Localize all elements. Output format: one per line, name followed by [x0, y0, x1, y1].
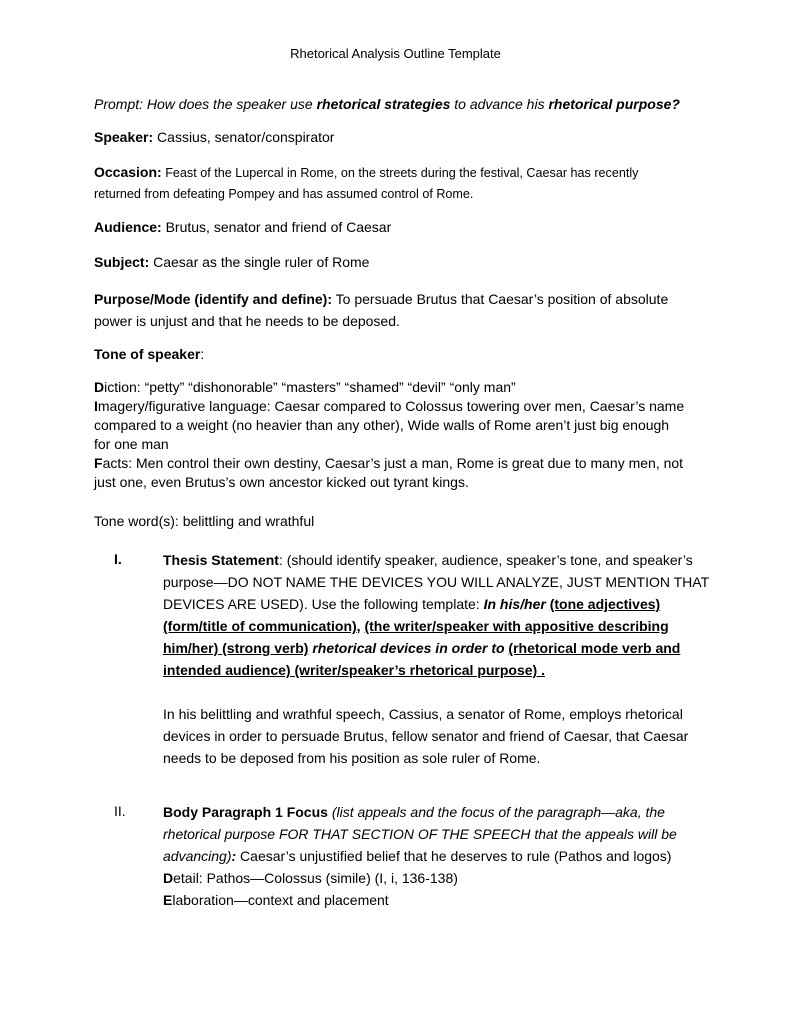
thesis-line3-c: (tone adjectives): [549, 596, 661, 612]
occasion-label: Occasion:: [94, 164, 162, 180]
diction-line: [94, 378, 704, 397]
occasion-value-line1: Feast of the Lupercal in Rome, on the streets during the festival, Caesar has recently: [161, 166, 639, 180]
facts-line-1: [94, 454, 704, 473]
thesis-label: Thesis Statement: [163, 552, 279, 568]
section-1-body: [163, 549, 710, 769]
imagery-letter: I: [94, 398, 98, 414]
tone-line: [94, 345, 704, 364]
thesis-line4-b: ,: [356, 618, 365, 634]
diction-letter: D: [94, 379, 105, 395]
section-2-number: II.: [114, 803, 126, 819]
thesis-example-line3: needs to be deposed from his position as sole ruler of Rome.: [163, 750, 541, 766]
prompt-text-1: Prompt: How does the speaker use: [94, 96, 317, 112]
occasion-value-line2: returned from defeating Pompey and has assumed control of Rome.: [94, 187, 474, 201]
prompt-bold-2: rhetorical purpose?: [548, 96, 680, 112]
imagery-line-3: for one man: [94, 436, 169, 452]
body1-label: Body Paragraph 1 Focus: [163, 804, 328, 820]
purpose-block: [94, 288, 704, 332]
speaker-line: [94, 128, 704, 147]
imagery-line-2: compared to a weight (no heavier than any other), Wide walls of Rome aren’t just big enough: [94, 417, 670, 433]
purpose-value-line1: To persuade Brutus that Caesar’s position of absolute: [332, 291, 669, 307]
didls-block: [94, 378, 704, 492]
tone-colon: :: [200, 346, 205, 362]
purpose-label: Purpose/Mode (identify and define):: [94, 291, 333, 307]
body1-line3-c: Caesar’s unjustified belief that he deserves to rule (Pathos and logos): [236, 848, 672, 864]
imagery-text-1: magery/figurative language: Caesar compared to Colossus towering over men, Caesar’s name: [97, 398, 685, 414]
body1-line1-rest: (list appeals and the focus of the paragraph—aka, the: [327, 804, 665, 820]
thesis-line3-a: DEVICES ARE USED). Use the following template:: [163, 596, 484, 612]
speaker-value: Cassius, senator/conspirator: [153, 129, 335, 145]
detail-letter: D: [163, 870, 174, 886]
elaboration-letter: E: [163, 892, 173, 908]
subject-label: Subject:: [94, 254, 150, 270]
facts-text-1: acts: Men control their own destiny, Caesar’s just a man, Rome is great due to many men, not: [102, 455, 684, 471]
thesis-line2: purpose—DO NOT NAME THE DEVICES YOU WILL ANALYZE, JUST MENTION THAT: [163, 574, 710, 590]
facts-letter: F: [94, 455, 103, 471]
thesis-line5-c: (rhetorical mode verb and: [508, 640, 681, 656]
body1-line2: rhetorical purpose FOR THAT SECTION OF THE SPEECH that the appeals will be: [163, 826, 677, 842]
thesis-example-line2: devices in order to persuade Brutus, fellow senator and friend of Caesar, that Caesar: [163, 728, 689, 744]
audience-value: Brutus, senator and friend of Caesar: [161, 219, 392, 235]
thesis-line4-c: (the writer/speaker with appositive describing: [364, 618, 669, 634]
prompt-line: [94, 95, 704, 114]
subject-value: Caesar as the single ruler of Rome: [149, 254, 370, 270]
facts-line-2: just one, even Brutus’s own ancestor kicked out tyrant kings.: [94, 474, 469, 490]
elaboration-text: laboration—context and placement: [172, 892, 389, 908]
body1-line3-b: :: [231, 848, 237, 864]
purpose-value-line2: power is unjust and that he needs to be deposed.: [94, 313, 400, 329]
body1-line3-a: advancing): [163, 848, 232, 864]
thesis-line5-a: him/her) (strong verb): [163, 640, 309, 656]
audience-line: [94, 218, 704, 237]
thesis-line6-b: (writer/speaker’s rhetorical purpose) .: [294, 662, 545, 678]
prompt-bold-1: rhetorical strategies: [316, 96, 451, 112]
thesis-line1-rest: : (should identify speaker, audience, speaker’s tone, and speaker’s: [278, 552, 693, 568]
thesis-line5-b: rhetorical devices in order to: [308, 640, 509, 656]
tone-label: Tone of speaker: [94, 346, 201, 362]
occasion-block: [94, 163, 704, 204]
prompt-text-2: to advance his: [450, 96, 549, 112]
speaker-label: Speaker:: [94, 129, 154, 145]
detail-text: etail: Pathos—Colossus (simile) (I, i, 136-138): [173, 870, 458, 886]
thesis-example-line1: In his belittling and wrathful speech, Cassius, a senator of Rome, employs rhetorical: [163, 706, 683, 722]
section-2-body: [163, 801, 703, 911]
subject-line: [94, 253, 704, 272]
thesis-line3-b: In his/her: [483, 596, 546, 612]
diction-text: iction: “petty” “dishonorable” “masters” “shamed” “devil” “only man”: [104, 379, 516, 395]
tone-words-line: Tone word(s): belittling and wrathful: [94, 513, 315, 529]
thesis-line4-a: (form/title of communication): [163, 618, 357, 634]
document-title: Rhetorical Analysis Outline Template: [290, 46, 501, 61]
audience-label: Audience:: [94, 219, 162, 235]
imagery-line-1: [94, 397, 704, 416]
thesis-line6-a: intended audience): [163, 662, 295, 678]
section-1-number: I.: [114, 551, 122, 567]
